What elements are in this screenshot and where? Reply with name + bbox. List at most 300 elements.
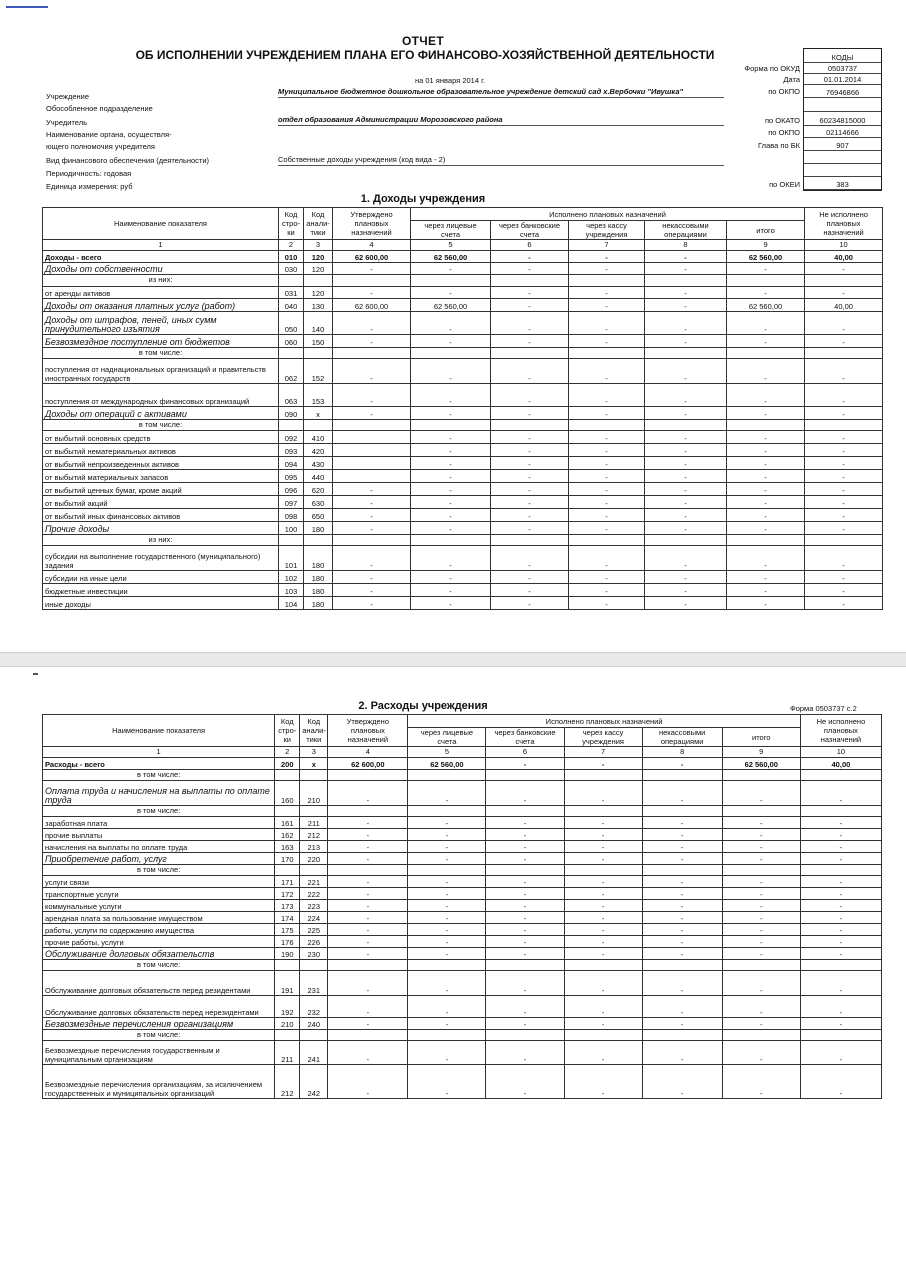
row-value: - xyxy=(333,546,411,571)
row-line-code: 191 xyxy=(275,971,300,996)
row-value: - xyxy=(486,912,564,924)
row-name: от выбытий непроизведенных активов xyxy=(43,457,279,470)
table-row xyxy=(43,263,883,275)
row-value xyxy=(491,420,569,431)
row-name: из них: xyxy=(43,275,279,287)
row-value: - xyxy=(569,496,645,509)
header-line: назначений xyxy=(820,735,862,744)
row-value: - xyxy=(645,407,727,420)
row-value xyxy=(645,275,727,287)
row-value: - xyxy=(328,1065,408,1099)
label-finance-type: Вид финансового обеспечения (деятельности) xyxy=(46,156,210,165)
table-row xyxy=(43,853,882,865)
col-noncash xyxy=(645,221,727,240)
row-value: - xyxy=(645,287,727,299)
subheading-row xyxy=(43,960,882,971)
row-value: - xyxy=(491,444,569,457)
row-value xyxy=(642,960,722,971)
row-value: - xyxy=(328,888,408,900)
codes-box xyxy=(803,48,882,191)
code-empty-3 xyxy=(804,166,881,177)
row-line-code: 104 xyxy=(279,597,304,610)
row-value: - xyxy=(569,335,645,348)
row-value: - xyxy=(328,817,408,829)
row-line-code: 100 xyxy=(279,522,304,535)
row-value: - xyxy=(486,829,564,841)
row-value xyxy=(569,275,645,287)
row-line-code: 200 xyxy=(275,758,300,770)
row-value: - xyxy=(333,509,411,522)
row-line-code: 102 xyxy=(279,571,304,584)
row-value: - xyxy=(486,853,564,865)
row-value: - xyxy=(800,781,881,806)
row-value xyxy=(800,865,881,876)
row-value: - xyxy=(491,470,569,483)
row-value: - xyxy=(491,359,569,384)
label-authority-2: ющего полномочия учредителя xyxy=(46,142,155,151)
row-line-code: 062 xyxy=(279,359,304,384)
row-value: - xyxy=(328,971,408,996)
row-name: от выбытий ценных бумаг, кроме акций xyxy=(43,483,279,496)
label-institution: Учреждение xyxy=(46,92,89,101)
table-row xyxy=(43,1041,882,1065)
label-okpo2: по ОКПО xyxy=(768,128,800,137)
row-name: коммунальные услуги xyxy=(43,900,275,912)
row-value xyxy=(486,806,564,817)
row-analytic-code xyxy=(300,806,328,817)
row-value: 62 560,00 xyxy=(727,299,805,312)
codes-header: КОДЫ xyxy=(804,52,881,63)
row-value: - xyxy=(727,571,805,584)
row-value: - xyxy=(328,912,408,924)
row-value xyxy=(491,275,569,287)
row-value: - xyxy=(800,888,881,900)
header-line: Утверждено xyxy=(346,717,389,726)
row-analytic-code: 440 xyxy=(304,470,333,483)
row-name: в том числе: xyxy=(43,770,275,781)
row-value xyxy=(727,275,805,287)
row-value: - xyxy=(727,522,805,535)
row-name: в том числе: xyxy=(43,348,279,359)
row-value xyxy=(722,865,800,876)
row-name: Безвозмездные перечисления государственным и муниципальным организациям xyxy=(43,1041,275,1065)
table-row xyxy=(43,924,882,936)
column-number: 9 xyxy=(727,240,805,251)
row-value: - xyxy=(408,841,486,853)
header-line: через кассу xyxy=(586,221,627,230)
row-value xyxy=(408,806,486,817)
row-value: - xyxy=(328,829,408,841)
row-analytic-code xyxy=(300,1030,328,1041)
row-value: - xyxy=(569,407,645,420)
row-value: - xyxy=(486,841,564,853)
row-value: - xyxy=(645,571,727,584)
row-value: - xyxy=(800,996,881,1018)
row-value: - xyxy=(722,912,800,924)
row-analytic-code: 120 xyxy=(304,287,333,299)
page-separator xyxy=(0,652,906,667)
row-value: - xyxy=(408,996,486,1018)
row-value: - xyxy=(569,470,645,483)
row-value: - xyxy=(569,571,645,584)
row-value: - xyxy=(408,829,486,841)
row-value: - xyxy=(564,971,642,996)
row-value: - xyxy=(800,853,881,865)
header-line: назначений xyxy=(351,228,392,237)
row-value: - xyxy=(328,996,408,1018)
row-value: - xyxy=(408,1041,486,1065)
row-value xyxy=(486,960,564,971)
table-row xyxy=(43,470,883,483)
row-value: - xyxy=(722,1065,800,1099)
column-number: 10 xyxy=(805,240,883,251)
subheading-row xyxy=(43,865,882,876)
row-analytic-code: 232 xyxy=(300,996,328,1018)
row-value: - xyxy=(411,584,491,597)
row-value xyxy=(569,535,645,546)
row-analytic-code: 410 xyxy=(304,431,333,444)
col-line-code xyxy=(279,208,304,240)
row-name: от выбытий акций xyxy=(43,496,279,509)
col-not-executed xyxy=(805,208,883,240)
row-value xyxy=(411,535,491,546)
row-value: - xyxy=(569,509,645,522)
row-value: - xyxy=(564,948,642,960)
column-number: 5 xyxy=(411,240,491,251)
row-value: - xyxy=(800,1018,881,1030)
label-authority-1: Наименование органа, осуществля- xyxy=(46,130,172,139)
code-okpo2: 02114666 xyxy=(804,127,881,138)
column-number: 4 xyxy=(333,240,411,251)
row-name: заработная плата xyxy=(43,817,275,829)
row-value: - xyxy=(408,888,486,900)
row-value: - xyxy=(491,251,569,263)
row-analytic-code: 230 xyxy=(300,948,328,960)
header-line: Код xyxy=(280,717,294,726)
row-value: - xyxy=(727,287,805,299)
table-row xyxy=(43,483,883,496)
row-value: - xyxy=(727,509,805,522)
header-row-1 xyxy=(43,208,883,221)
row-value: - xyxy=(805,359,883,384)
row-value: - xyxy=(486,888,564,900)
col-executed: Исполнено плановых назначений xyxy=(408,715,800,728)
row-value: - xyxy=(805,509,883,522)
col-name: Наименование показателя xyxy=(43,715,275,747)
subheading-row xyxy=(43,1030,882,1041)
header-numbers-row xyxy=(43,747,882,758)
row-value: - xyxy=(411,444,491,457)
row-value: - xyxy=(642,888,722,900)
table-row xyxy=(43,584,883,597)
row-line-code xyxy=(279,275,304,287)
row-value xyxy=(408,960,486,971)
row-value xyxy=(800,1030,881,1041)
section2-title: 2. Расходы учреждения xyxy=(358,700,488,712)
row-value: - xyxy=(333,384,411,407)
label-glava: Глава по БК xyxy=(758,141,800,150)
row-name: бюджетные инвестиции xyxy=(43,584,279,597)
row-value: - xyxy=(486,900,564,912)
col-bank xyxy=(486,728,564,747)
header-line: плановых xyxy=(350,726,385,735)
row-value: 62 560,00 xyxy=(411,299,491,312)
column-number: 3 xyxy=(300,747,328,758)
row-value: - xyxy=(328,936,408,948)
row-value: - xyxy=(486,758,564,770)
header-line: тики xyxy=(310,228,326,237)
row-value xyxy=(645,420,727,431)
row-value xyxy=(800,806,881,817)
row-value: - xyxy=(411,483,491,496)
row-line-code: 092 xyxy=(279,431,304,444)
col-not-executed xyxy=(800,715,881,747)
row-line-code: 103 xyxy=(279,584,304,597)
row-line-code: 094 xyxy=(279,457,304,470)
row-analytic-code: 226 xyxy=(300,936,328,948)
row-value: - xyxy=(569,384,645,407)
row-line-code: 160 xyxy=(275,781,300,806)
row-analytic-code xyxy=(304,348,333,359)
label-subdivision: Обособленное подразделение xyxy=(46,104,153,113)
row-line-code xyxy=(279,535,304,546)
row-value: - xyxy=(333,287,411,299)
row-value: - xyxy=(411,509,491,522)
row-value: - xyxy=(411,407,491,420)
table-row xyxy=(43,287,883,299)
table-row xyxy=(43,781,882,806)
header-line: операциями xyxy=(664,230,707,239)
row-value: - xyxy=(486,1018,564,1030)
row-value: - xyxy=(491,546,569,571)
column-number: 8 xyxy=(642,747,722,758)
row-value: - xyxy=(645,384,727,407)
col-analytic-code xyxy=(304,208,333,240)
table-row xyxy=(43,299,883,312)
row-value: - xyxy=(569,431,645,444)
row-value: - xyxy=(727,444,805,457)
table-row xyxy=(43,1018,882,1030)
column-number: 8 xyxy=(645,240,727,251)
section1-title: 1. Доходы учреждения xyxy=(360,193,486,205)
row-value: - xyxy=(645,509,727,522)
row-value: - xyxy=(408,948,486,960)
table-row xyxy=(43,936,882,948)
row-name: Прочие доходы xyxy=(43,522,279,535)
row-value: - xyxy=(411,470,491,483)
row-analytic-code: 221 xyxy=(300,876,328,888)
header-line: через лицевые xyxy=(424,221,477,230)
row-line-code: 174 xyxy=(275,912,300,924)
row-value: - xyxy=(486,876,564,888)
row-analytic-code: 620 xyxy=(304,483,333,496)
row-value: - xyxy=(411,522,491,535)
row-analytic-code: x xyxy=(304,407,333,420)
row-value: - xyxy=(642,817,722,829)
row-analytic-code: 231 xyxy=(300,971,328,996)
row-value xyxy=(564,806,642,817)
row-value: - xyxy=(722,996,800,1018)
row-value: - xyxy=(408,1018,486,1030)
row-name: Доходы от операций с активами xyxy=(43,407,279,420)
row-name: услуги связи xyxy=(43,876,275,888)
row-value: - xyxy=(805,287,883,299)
row-analytic-code: 211 xyxy=(300,817,328,829)
row-value: - xyxy=(408,924,486,936)
row-value: - xyxy=(569,546,645,571)
row-value: - xyxy=(408,971,486,996)
row-name: субсидии на выполнение государственного (муниципального) задания xyxy=(43,546,279,571)
row-value: - xyxy=(491,483,569,496)
row-value: - xyxy=(645,496,727,509)
row-value xyxy=(805,420,883,431)
row-name: Приобретение работ, услуг xyxy=(43,853,275,865)
row-value: - xyxy=(727,546,805,571)
table-row xyxy=(43,900,882,912)
label-okpo: по ОКПО xyxy=(768,87,800,96)
row-value: - xyxy=(800,829,881,841)
row-analytic-code: 180 xyxy=(304,522,333,535)
row-line-code: 060 xyxy=(279,335,304,348)
row-line-code xyxy=(275,1030,300,1041)
row-value: 62 560,00 xyxy=(722,758,800,770)
row-value: - xyxy=(486,1065,564,1099)
row-name: в том числе: xyxy=(43,960,275,971)
row-value xyxy=(411,275,491,287)
row-value: - xyxy=(411,384,491,407)
code-okpo: 76946866 xyxy=(804,87,881,98)
label-unit: Единица измерения: руб xyxy=(46,182,133,191)
row-value xyxy=(333,457,411,470)
row-line-code: 090 xyxy=(279,407,304,420)
row-value: 40,00 xyxy=(805,299,883,312)
row-value: - xyxy=(564,1041,642,1065)
row-value: - xyxy=(491,597,569,610)
row-value xyxy=(408,770,486,781)
report-title: ОТЧЕТ xyxy=(402,34,444,48)
table-row xyxy=(43,841,882,853)
table-row xyxy=(43,444,883,457)
subheading-row xyxy=(43,275,883,287)
row-line-code: 063 xyxy=(279,384,304,407)
row-line-code: 093 xyxy=(279,444,304,457)
row-line-code: 031 xyxy=(279,287,304,299)
row-value xyxy=(564,960,642,971)
row-value: - xyxy=(800,948,881,960)
row-value xyxy=(486,1030,564,1041)
row-value xyxy=(328,960,408,971)
row-value: - xyxy=(642,853,722,865)
row-value xyxy=(642,806,722,817)
row-value: - xyxy=(727,431,805,444)
row-value: - xyxy=(800,971,881,996)
row-value: - xyxy=(411,359,491,384)
row-name: поступления от наднациональных организаций и правительств иностранных государств xyxy=(43,359,279,384)
header-line: счета xyxy=(437,737,457,746)
column-number: 6 xyxy=(491,240,569,251)
row-name: субсидии на иные цели xyxy=(43,571,279,584)
header-line: некассовыми xyxy=(662,221,709,230)
row-line-code: 101 xyxy=(279,546,304,571)
row-value: - xyxy=(491,522,569,535)
label-okud: Форма по ОКУД xyxy=(744,64,800,73)
row-value: - xyxy=(333,496,411,509)
row-value xyxy=(564,770,642,781)
row-value: - xyxy=(486,948,564,960)
row-value: - xyxy=(411,546,491,571)
row-value: - xyxy=(805,496,883,509)
table-row xyxy=(43,876,882,888)
row-value xyxy=(569,420,645,431)
row-value: - xyxy=(727,483,805,496)
row-line-code xyxy=(279,420,304,431)
row-name: от выбытий материальных запасов xyxy=(43,470,279,483)
row-value: - xyxy=(411,431,491,444)
table-row xyxy=(43,407,883,420)
row-name: от выбытий нематериальных активов xyxy=(43,444,279,457)
row-value: - xyxy=(645,263,727,275)
row-line-code: 210 xyxy=(275,1018,300,1030)
row-value: - xyxy=(408,853,486,865)
row-value: - xyxy=(328,924,408,936)
row-value: - xyxy=(642,876,722,888)
row-value: - xyxy=(411,335,491,348)
row-value: - xyxy=(642,841,722,853)
row-value: - xyxy=(328,1041,408,1065)
row-value: - xyxy=(408,936,486,948)
header-line: плановых xyxy=(823,726,858,735)
row-analytic-code: 130 xyxy=(304,299,333,312)
header-line: анали- xyxy=(306,219,330,228)
column-number: 4 xyxy=(328,747,408,758)
row-value: - xyxy=(491,299,569,312)
row-line-code: 050 xyxy=(279,312,304,335)
row-analytic-code: 224 xyxy=(300,912,328,924)
row-value xyxy=(564,865,642,876)
expense-table xyxy=(42,714,882,1099)
row-value: - xyxy=(333,522,411,535)
row-line-code: 190 xyxy=(275,948,300,960)
row-analytic-code xyxy=(304,420,333,431)
row-name: от выбытий иных финансовых активов xyxy=(43,509,279,522)
row-analytic-code xyxy=(304,535,333,546)
row-value: - xyxy=(333,359,411,384)
table-row xyxy=(43,948,882,960)
row-analytic-code: 150 xyxy=(304,335,333,348)
row-value: - xyxy=(727,457,805,470)
row-value: - xyxy=(408,1065,486,1099)
header-line: учреждения xyxy=(585,230,628,239)
row-name: Доходы от штрафов, пеней, иных сумм принудительного изъятия xyxy=(43,312,279,335)
row-value: - xyxy=(800,817,881,829)
row-value: - xyxy=(486,1041,564,1065)
row-value: - xyxy=(408,912,486,924)
row-value xyxy=(800,770,881,781)
row-line-code: 161 xyxy=(275,817,300,829)
row-analytic-code xyxy=(300,770,328,781)
row-value xyxy=(491,348,569,359)
header-line: через банковские xyxy=(494,728,556,737)
col-total: итого xyxy=(722,728,800,747)
row-value: - xyxy=(333,263,411,275)
row-value: - xyxy=(328,853,408,865)
row-value: - xyxy=(569,263,645,275)
col-cash xyxy=(564,728,642,747)
row-value: - xyxy=(805,457,883,470)
row-analytic-code: 420 xyxy=(304,444,333,457)
row-value: - xyxy=(642,912,722,924)
row-value: - xyxy=(411,597,491,610)
